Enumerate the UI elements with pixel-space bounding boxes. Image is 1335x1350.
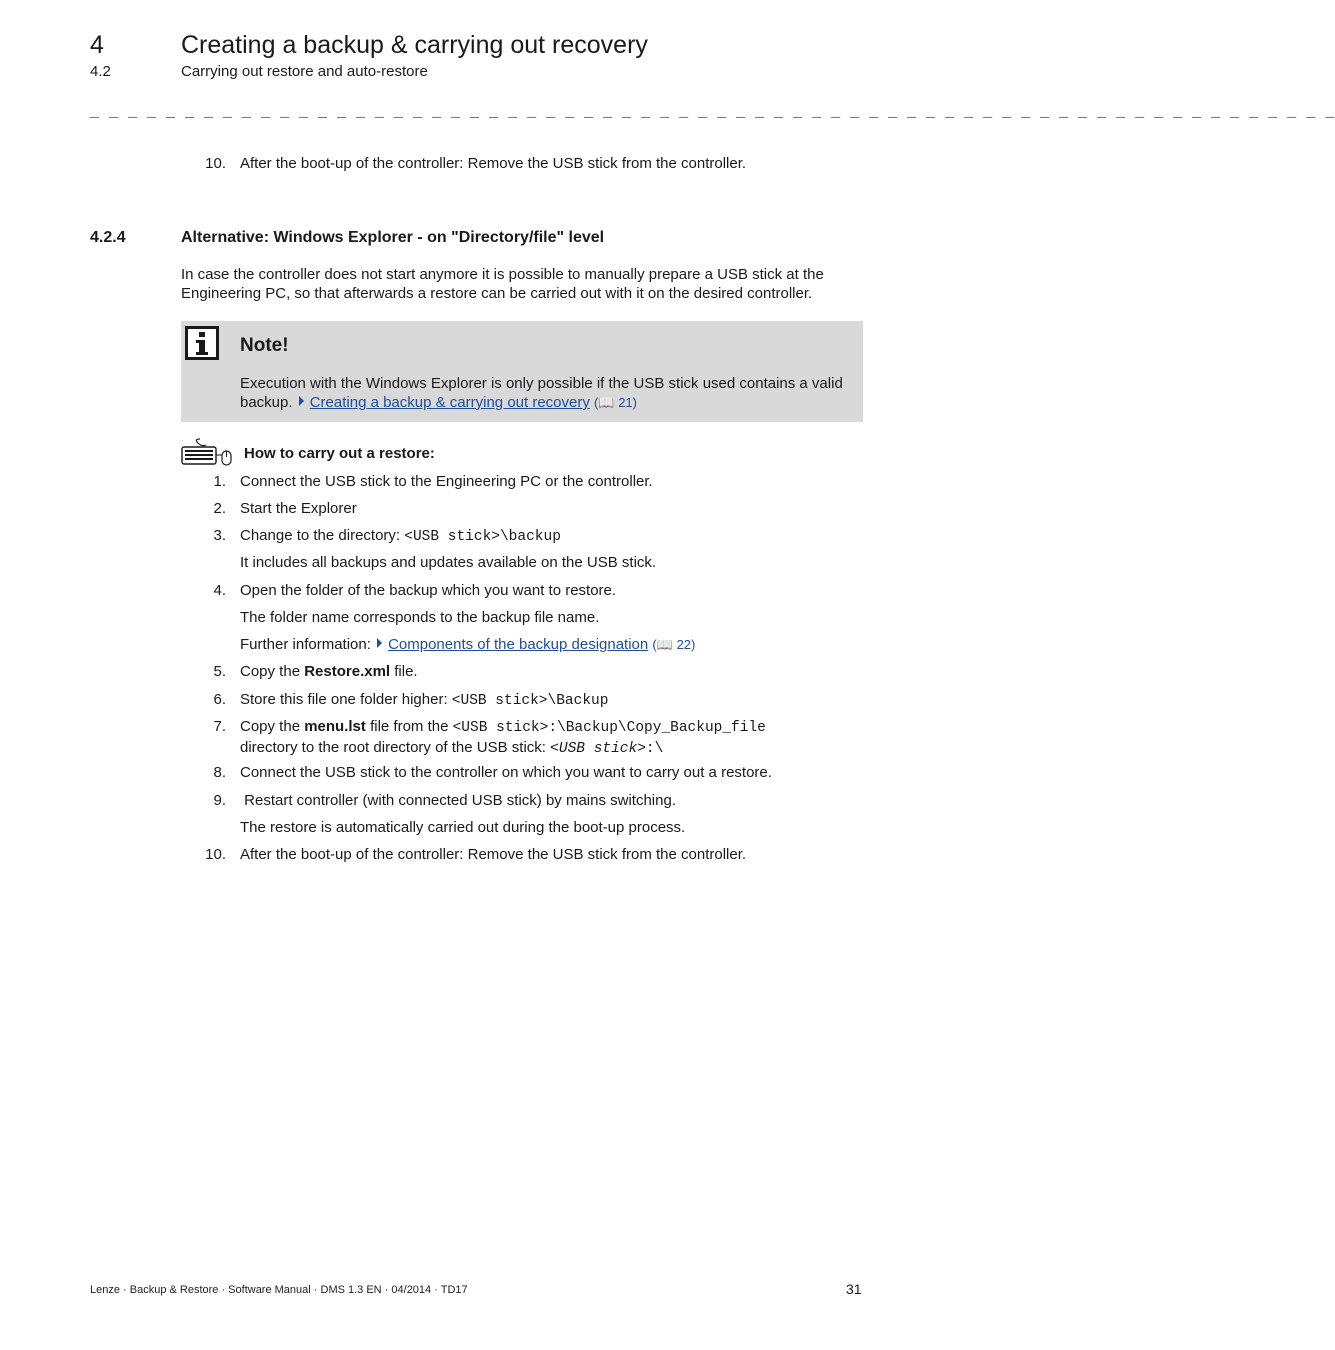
step-text: Change to the directory: <USB stick>\backup [240, 527, 561, 545]
components-link[interactable]: Components of the backup designation [388, 636, 649, 653]
howto-title: How to carry out a restore: [244, 445, 435, 462]
step-number: 4. [213, 582, 226, 599]
chapter-number: 4 [90, 31, 104, 59]
step-number: 2. [213, 500, 226, 517]
step-text: Connect the USB stick to the controller on which you want to carry out a restore. [240, 764, 772, 781]
section-number: 4.2 [90, 63, 111, 80]
subsection-title: Alternative: Windows Explorer - on "Directory/file" level [181, 229, 605, 246]
page-number: 31 [846, 1281, 862, 1297]
book-icon: 📖 [656, 637, 673, 652]
page-reference[interactable]: (📖 21) [594, 395, 637, 410]
section-title: Carrying out restore and auto-restore [181, 63, 428, 80]
note-title: Note! [240, 335, 289, 356]
step-text: After the boot-up of the controller: Remove the USB stick from the controller. [240, 155, 747, 172]
step-text: Connect the USB stick to the Engineering PC or the controller. [240, 473, 653, 490]
header-separator: _ _ _ _ _ _ _ _ _ _ _ _ _ _ _ _ _ _ _ _ _ _ _ _ _ _ _ _ _ _ _ _ _ _ _ _ _ _ _ _ _ _ _ _ _ _ _ _ _ _ _ _ _ _ _ _ _ _ _ _ _ _ _ _ _ _ [90, 104, 1335, 121]
step-number: 10. [205, 846, 226, 863]
note-box [181, 321, 863, 422]
link-arrow-icon [377, 638, 382, 648]
code-path: <USB stick>\Backup [451, 693, 609, 709]
note-link[interactable]: Creating a backup & carrying out recovery [309, 394, 590, 411]
intro-paragraph: In case the controller does not start anymore it is possible to manually prepare a USB stick at the Engineering PC, so that afterwards a restore can be carried out with it on the desired controller. [181, 266, 824, 302]
footer-text: Lenze · Backup & Restore · Software Manual · DMS 1.3 EN · 04/2014 · TD17 [90, 1284, 468, 1296]
code-path: <USB stick>:\Backup\Copy_Backup_file [452, 720, 766, 736]
code-path: <USB stick>\backup [404, 529, 561, 545]
page-reference[interactable]: (📖 22) [652, 637, 696, 652]
step-number: 10. [205, 155, 226, 172]
info-icon [185, 326, 219, 360]
chapter-title: Creating a backup & carrying out recovery [181, 31, 648, 59]
step-text: Start the Explorer [240, 500, 357, 517]
book-icon: 📖 [598, 395, 615, 410]
keyboard-mouse-icon [180, 437, 232, 467]
note-body: Execution with the Windows Explorer is only possible if the USB stick used contains a valid backup. [240, 375, 843, 411]
step-text: Store this file one folder higher: <USB stick>\Backup [240, 691, 609, 709]
step-text: After the boot-up of the controller: Remove the USB stick from the controller. [240, 846, 747, 863]
step-number: 6. [213, 691, 226, 708]
subsection-number: 4.2.4 [90, 229, 126, 246]
step-number: 3. [213, 527, 226, 544]
step-number: 1. [213, 473, 226, 490]
note-text [240, 374, 850, 412]
step-text: Restart controller (with connected USB stick) by mains switching. [240, 792, 676, 809]
step-number: 9. [213, 792, 226, 809]
step-text: Copy the menu.lst file from the <USB stick>:\Backup\Copy_Backup_file directory to the root directory of the USB stick: <USB stick>:\ [240, 718, 766, 757]
step-number: 5. [213, 663, 226, 680]
step-number: 8. [213, 764, 226, 781]
step-number: 7. [213, 718, 226, 735]
step-text: Open the folder of the backup which you want to restore. [240, 582, 617, 599]
link-arrow-icon [299, 396, 304, 406]
step-text: Copy the Restore.xml file. [240, 663, 418, 680]
